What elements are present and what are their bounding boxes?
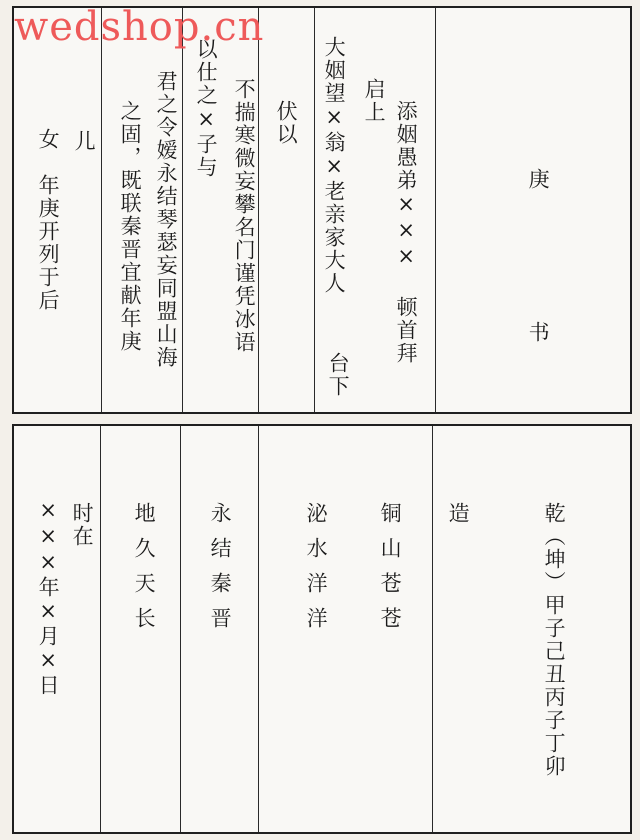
body-line-4: 之固，既联秦晋宜献年庚 [118, 100, 143, 353]
column-divider [432, 426, 433, 832]
recipient-line: 大姻望×翁×老亲家大人 [322, 36, 347, 295]
zao-text: 造 [446, 502, 471, 525]
column-divider [180, 426, 181, 832]
verse-line-1: 铜山苍苍 [378, 502, 403, 642]
marriage-letter-bottom-table [12, 424, 632, 834]
sender-line: 添姻愚弟××× 顿首拜 [394, 100, 419, 365]
taixia-text: 台下 [326, 352, 351, 398]
qishang-text: 启上 [362, 78, 387, 124]
shizai-text: 时在 [70, 502, 95, 548]
column-divider [435, 8, 436, 412]
column-divider [100, 426, 101, 832]
verse-line-3: 永结秦晋 [208, 502, 233, 642]
body-line-1: 不揣寒微妄攀名门谨凭冰语 [232, 78, 257, 354]
child-nv-line: 女 年庚开列于后 [36, 128, 61, 312]
verse-line-2: 泌水洋洋 [304, 502, 329, 642]
column-divider [101, 8, 102, 412]
column-divider [182, 8, 183, 412]
column-divider [314, 8, 315, 412]
column-divider [258, 426, 259, 832]
verse-line-4: 地久天长 [132, 502, 157, 642]
watermark: wedshop.cn [14, 4, 265, 50]
column-divider [258, 8, 259, 412]
marriage-letter-top-table [12, 6, 632, 414]
body-line-2: 以仕之×子与 [194, 38, 219, 179]
date-line: ×××年×月×日 [36, 498, 61, 697]
birth-date-line: 乾（坤）甲子己丑丙子丁卯 [542, 502, 567, 778]
fuyi-text: 伏以 [274, 100, 299, 146]
child-er-text: 儿 [72, 130, 97, 153]
body-line-3: 君之令嫒永结琴瑟妄同盟山海 [154, 70, 179, 369]
title-gengshu: 庚 书 [526, 168, 551, 372]
